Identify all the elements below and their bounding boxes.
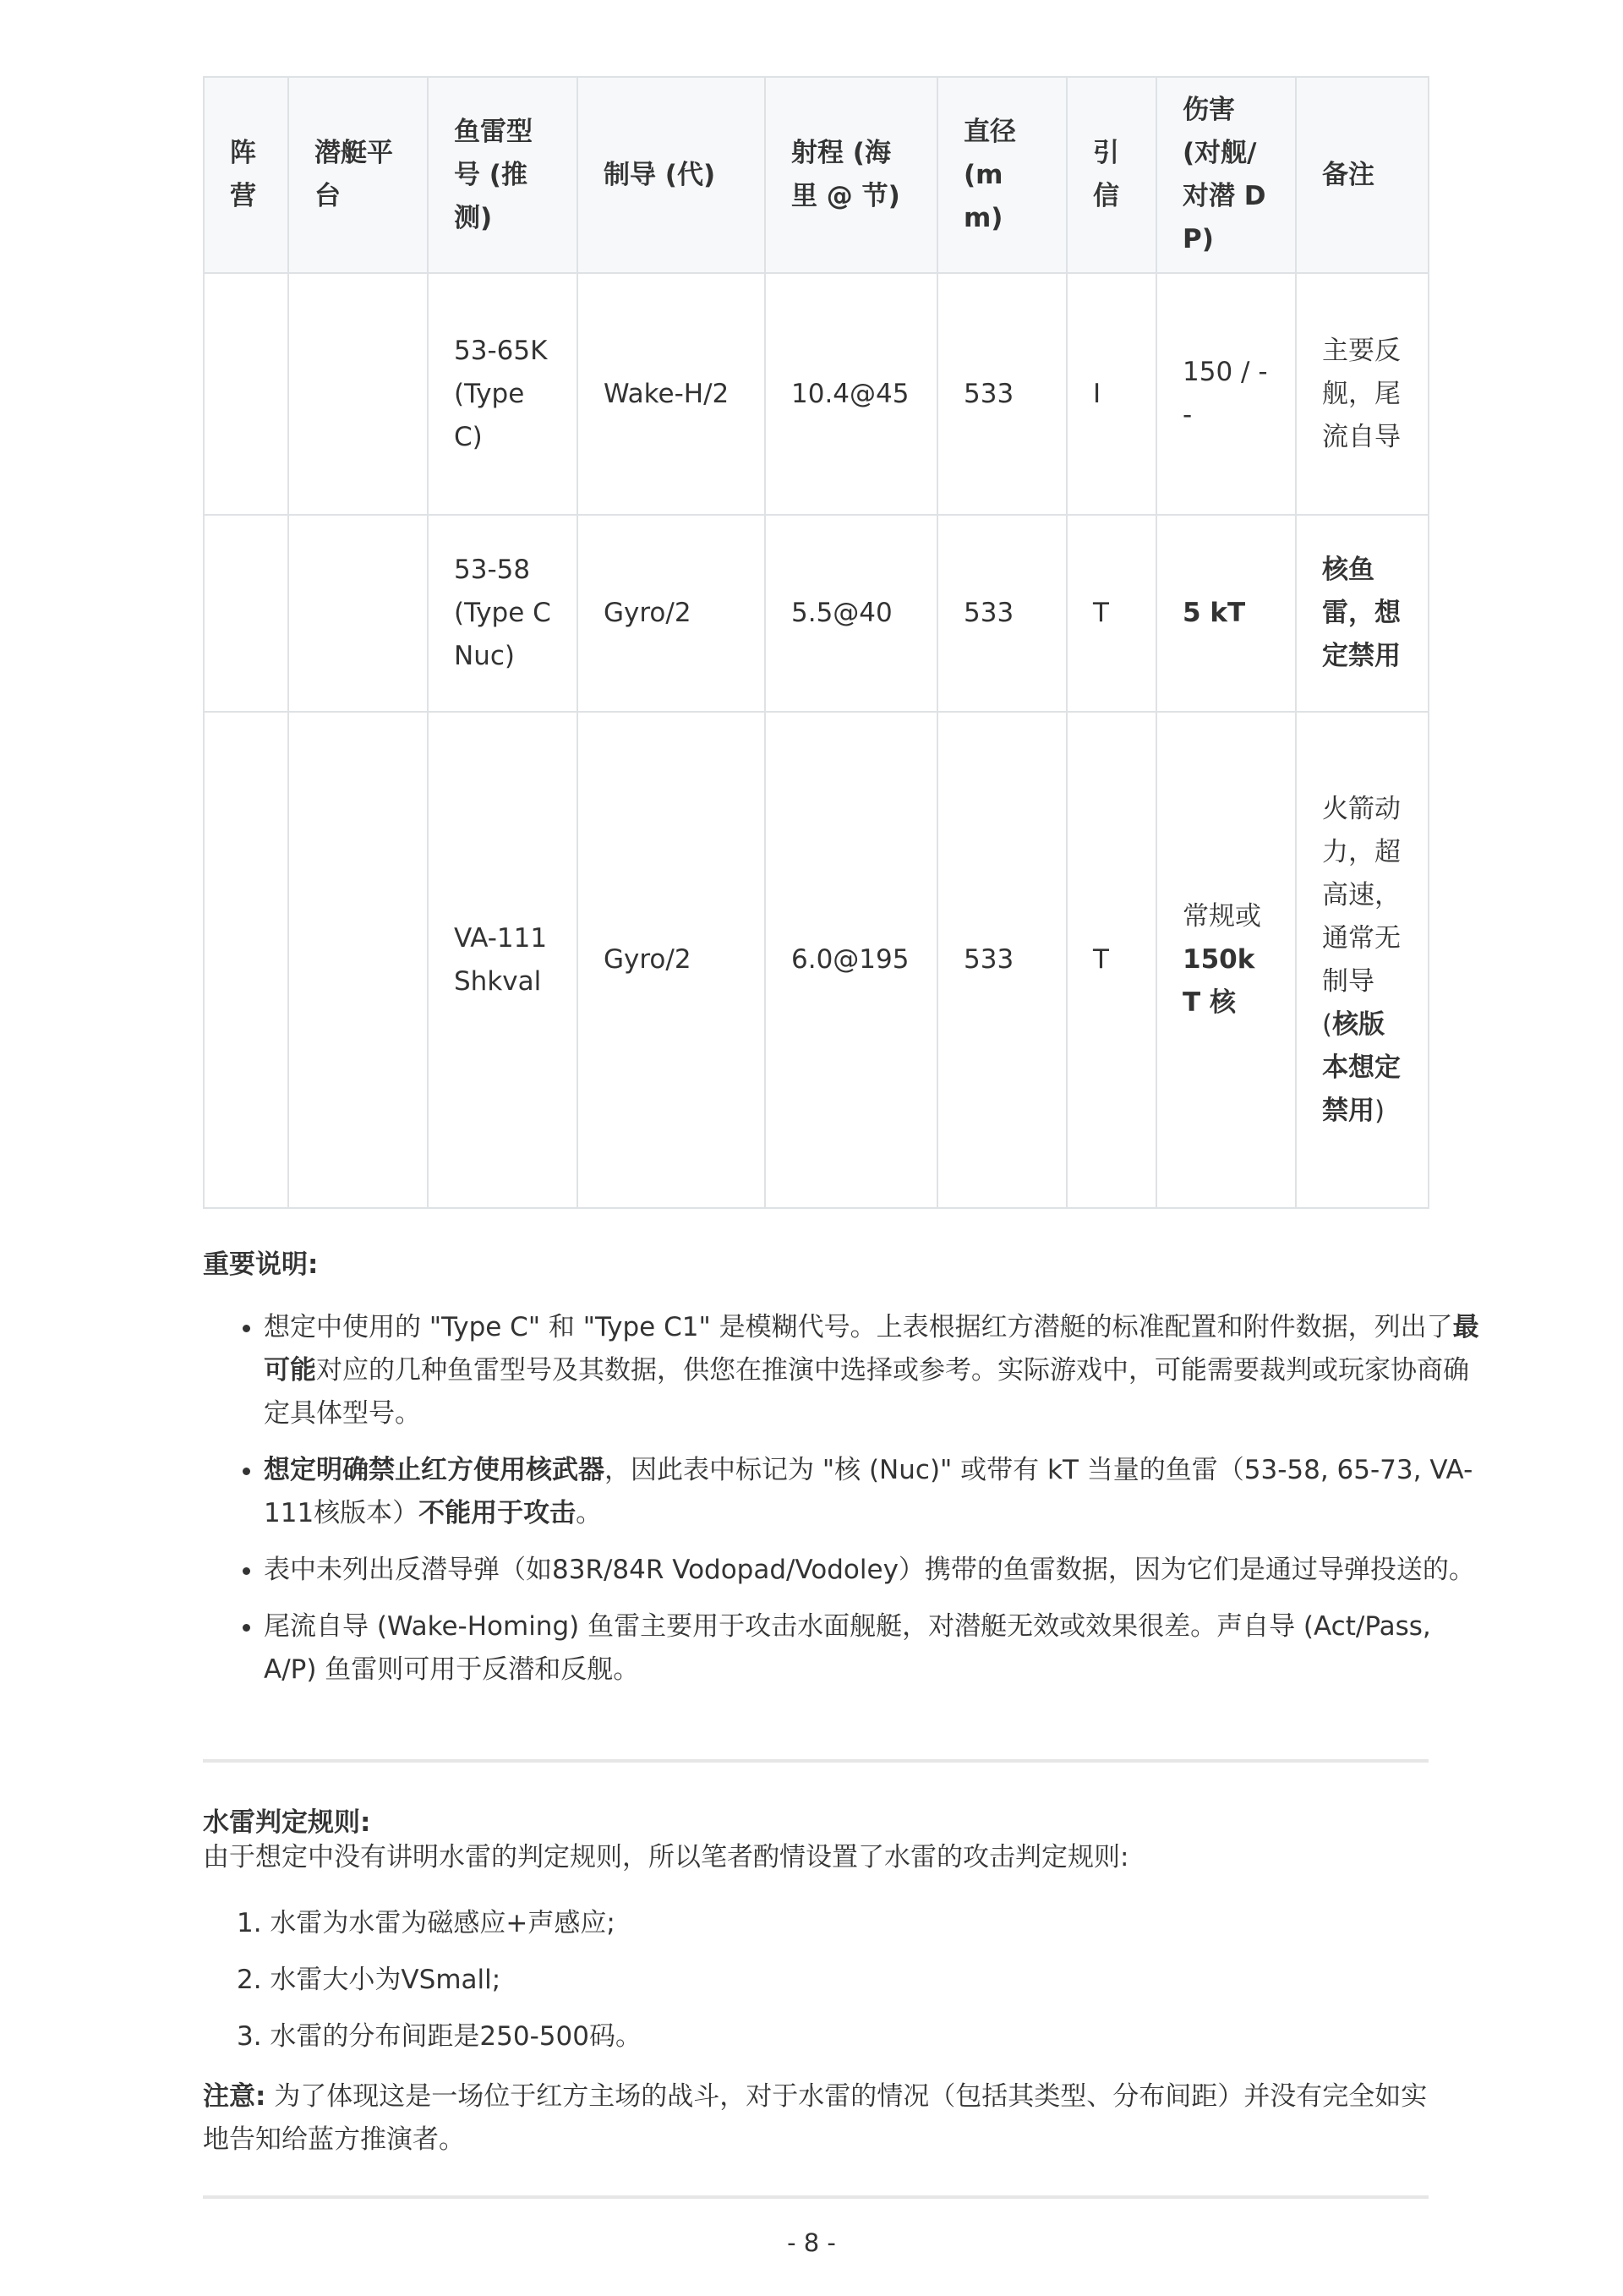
list-item: • 表中未列出反潜导弹（如83R/84R Vodopad/Vodoley）携带的鱼雷数据，因为它们是通过导弹投送的。: [264, 1549, 1489, 1592]
cell-diameter: 533: [937, 273, 1067, 515]
cell-model: VA-111 Shkval: [428, 712, 577, 1208]
note-text: 想定中使用的 "Type C" 和 "Type C1" 是模糊代号。上表根据红方潜艇的标准配置和附件数据，列出了: [264, 1312, 1453, 1342]
cell-model: 53-58 (Type C Nuc): [428, 515, 577, 712]
header-damage: 伤害 (对舰/对潜 DP): [1156, 77, 1296, 273]
note-bold: 想定明确禁止红方使用核武器: [264, 1455, 604, 1485]
cell-guidance: Wake-H/2: [577, 273, 765, 515]
important-notes-list: [203, 1306, 1489, 1705]
cell-model: 53-65K (Type C): [428, 273, 577, 515]
table-header-row: [204, 77, 1429, 273]
header-platform: 潜艇平台: [288, 77, 428, 273]
header-camp: 阵营: [204, 77, 288, 273]
page-number: - 8 -: [787, 2228, 836, 2257]
torpedo-table: [203, 76, 1429, 1209]
cell-guidance: Gyro/2: [577, 515, 765, 712]
cell-diameter: 533: [937, 515, 1067, 712]
list-item: 2. 水雷大小为VSmall;: [237, 1965, 501, 1995]
note-bold: 核版本想定禁用: [1322, 1009, 1401, 1126]
header-model: 鱼雷型号 (推测): [428, 77, 577, 273]
table-row: [204, 515, 1429, 712]
cell-platform: [288, 273, 428, 515]
cell-platform: [288, 712, 428, 1208]
header-guidance: 制导 (代): [577, 77, 765, 273]
header-range: 射程 (海里 @ 节): [765, 77, 937, 273]
cell-camp: [204, 712, 288, 1208]
cell-platform: [288, 515, 428, 712]
header-fuze: 引信: [1067, 77, 1156, 273]
note-bold: 不能用于攻击: [418, 1498, 577, 1528]
note-text: 为了体现这是一场位于红方主场的战斗，对于水雷的情况（包括其类型、分布间距）并没有完全如实地告知给蓝方推演者。: [203, 2081, 1428, 2155]
damage-prefix: 常规或: [1183, 901, 1261, 932]
cell-fuze: T: [1067, 515, 1156, 712]
cell-fuze: T: [1067, 712, 1156, 1208]
damage-bold: 150kT 核: [1183, 944, 1255, 1018]
list-item: [264, 1306, 1489, 1435]
cell-damage: 5 kT: [1156, 515, 1296, 712]
cell-range: 6.0@195: [765, 712, 937, 1208]
cell-range: 10.4@45: [765, 273, 937, 515]
mines-rules-list: [203, 1902, 1462, 2072]
cell-diameter: 533: [937, 712, 1067, 1208]
cell-damage: [1156, 712, 1296, 1208]
table-row: [204, 712, 1429, 1208]
cell-damage: 150 / --: [1156, 273, 1296, 515]
mines-title: 水雷判定规则:: [203, 1807, 371, 1838]
note-suffix: ): [1374, 1095, 1385, 1126]
cell-note: 主要反舰，尾流自导: [1296, 273, 1429, 515]
note-label: 注意:: [203, 2081, 266, 2112]
list-item: [264, 1449, 1489, 1535]
important-title: 重要说明:: [203, 1249, 319, 1280]
cell-note: 核鱼雷，想定禁用: [1296, 515, 1429, 712]
mines-intro: 由于想定中没有讲明水雷的判定规则，所以笔者酌情设置了水雷的攻击判定规则:: [203, 1842, 1129, 1872]
header-diameter: 直径 (mm): [937, 77, 1067, 273]
list-item: 1. 水雷为水雷为磁感应+声感应;: [237, 1908, 615, 1938]
note-text: 。: [576, 1498, 603, 1528]
cell-guidance: Gyro/2: [577, 712, 765, 1208]
cell-fuze: I: [1067, 273, 1156, 515]
mines-note: [203, 2075, 1429, 2162]
cell-camp: [204, 273, 288, 515]
cell-camp: [204, 515, 288, 712]
divider: [203, 1759, 1429, 1763]
list-item: 3. 水雷的分布间距是250-500码。: [237, 2021, 642, 2052]
note-prefix: 火箭动力，超高速，通常无制导 (: [1322, 793, 1401, 1040]
table-row: [204, 273, 1429, 515]
note-text: 对应的几种鱼雷型号及其数据，供您在推演中选择或参考。实际游戏中，可能需要裁判或玩家协商确定具体型号。: [264, 1355, 1469, 1429]
divider: [203, 2195, 1429, 2199]
note-text: ，因此表中标记为 "核 (Nuc)" 或带有 kT 当量的鱼雷（53-58, 65-73, VA-111核版本）: [264, 1455, 1473, 1528]
cell-range: 5.5@40: [765, 515, 937, 712]
list-item: • 尾流自导 (Wake-Homing) 鱼雷主要用于攻击水面舰艇，对潜艇无效或效果很差。声自导 (Act/Pass, A/P) 鱼雷则可用于反潜和反舰。: [264, 1605, 1489, 1692]
note-bold: 最可能: [264, 1312, 1479, 1386]
cell-note: [1296, 712, 1429, 1208]
header-note: 备注: [1296, 77, 1429, 273]
